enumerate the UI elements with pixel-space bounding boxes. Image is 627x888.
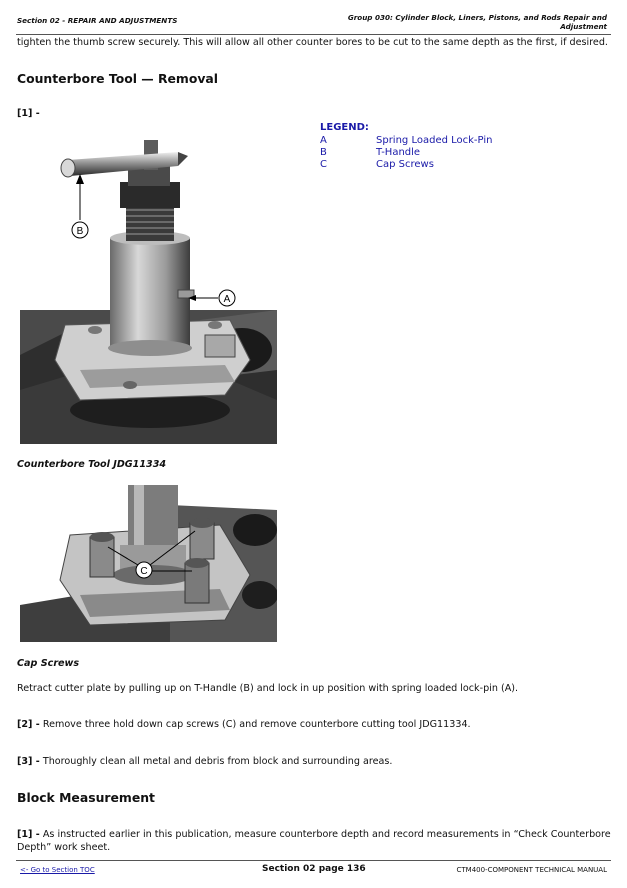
step-3-marker: [3] - — [17, 756, 40, 767]
figure-2-caption: Cap Screws — [17, 658, 80, 669]
retract-instruction: Retract cutter plate by pulling up on T-Handle (B) and lock in up position with spring loaded lock-pin (A). — [17, 683, 519, 694]
legend-label: T-Handle — [376, 147, 421, 158]
callout-c-label: C — [140, 566, 148, 577]
figure-1-caption: Counterbore Tool JDG11334 — [17, 459, 167, 470]
step-2-marker: [2] - — [17, 719, 40, 730]
measurement-step-1 — [17, 828, 612, 854]
legend-key: A — [320, 135, 327, 146]
legend-item-b — [320, 147, 420, 158]
header-group-title: Group 030: Cylinder Block, Liners, Pistons, and Rods Repair and Adjustment — [347, 13, 607, 31]
callout-b-label: B — [76, 226, 84, 237]
cap-screws-figure — [20, 485, 277, 642]
legend-item-a — [320, 135, 492, 146]
legend-label: Spring Loaded Lock-Pin — [376, 135, 493, 146]
measurement-heading: Block Measurement — [17, 790, 155, 805]
footer-divider — [16, 860, 611, 861]
go-to-section-toc-link[interactable]: <- Go to Section TOC — [20, 866, 95, 874]
header-section-title: Section 02 - REPAIR AND ADJUSTMENTS — [17, 16, 178, 25]
header-divider — [16, 34, 611, 35]
step-1-marker: [1] - — [17, 108, 40, 119]
step-3-text: Thoroughly clean all metal and debris from block and surrounding areas. — [39, 756, 393, 767]
counterbore-tool-figure — [20, 120, 277, 444]
manual-title: CTM400-COMPONENT TECHNICAL MANUAL — [456, 866, 607, 874]
callout-a-label: A — [223, 294, 231, 305]
measurement-step-1-marker: [1] - — [17, 829, 40, 840]
legend-label: Cap Screws — [376, 159, 434, 170]
page-number: Section 02 page 136 — [262, 864, 366, 874]
legend-key: B — [320, 147, 327, 158]
intro-text: tighten the thumb screw securely. This will allow all other counter bores to be cut to the same depth as the first, if desired. — [17, 37, 608, 48]
legend-key: C — [320, 159, 327, 170]
legend-title: LEGEND: — [320, 122, 369, 133]
measurement-step-1-text: As instructed earlier in this publication, measure counterbore depth and record measurements in “Check Counterbore Depth” work sheet. — [17, 829, 611, 853]
legend-item-c — [320, 159, 434, 170]
step-2 — [17, 718, 612, 731]
step-2-text: Remove three hold down cap screws (C) and remove counterbore cutting tool JDG11334. — [39, 719, 471, 730]
removal-heading: Counterbore Tool — Removal — [17, 71, 219, 86]
step-3 — [17, 755, 612, 768]
